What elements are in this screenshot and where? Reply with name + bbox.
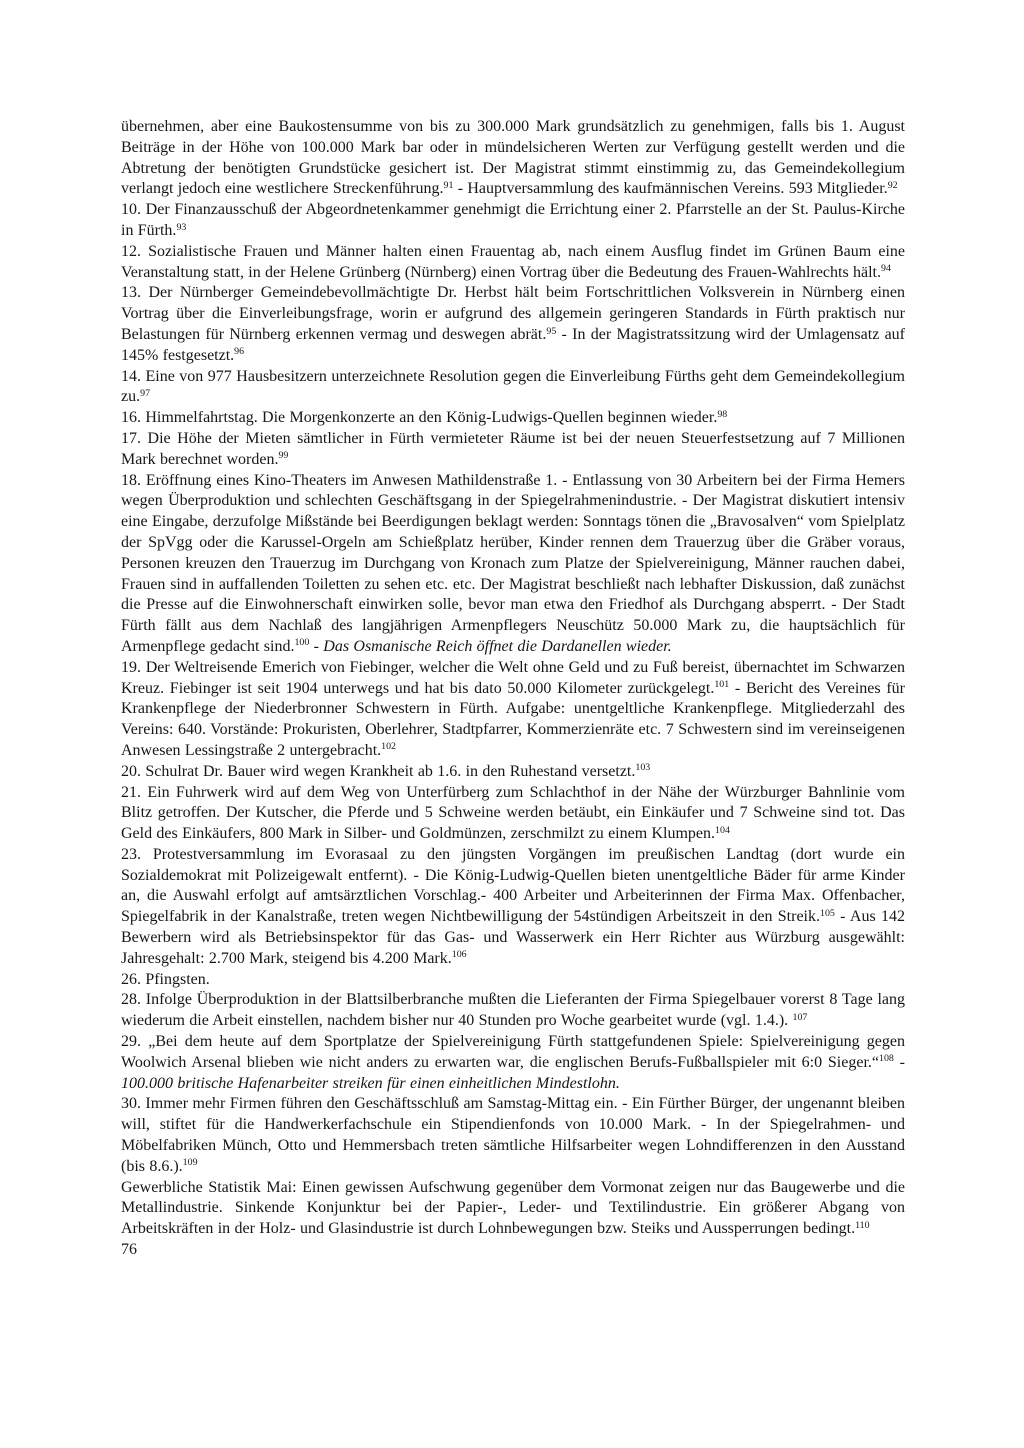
footnote-ref: 100 xyxy=(294,637,310,649)
text-segment: 30. Immer mehr Firmen führen den Geschäftsschluß am Samstag-Mittag ein. - Ein Fürther Bürger, der ungenannt bleiben will, stiftet für die Handwerkerfachschule ein Stipendienfonds von 10.000 Mark. - In der Spiegelrahmen- und Möbelfabriken Münch, Otto und Hemmersbach treten sämtliche Hilfsarbeiter wegen Lohndifferenzen in den Ausstand (bis 8.6.). xyxy=(121,1095,905,1175)
entry-30 xyxy=(121,1094,905,1177)
text-segment: - xyxy=(309,637,324,655)
text-segment: 21. Ein Fuhrwerk wird auf dem Weg von Unterfürberg zum Schlachthof in der Nähe der Würzburger Bahnlinie vom Blitz getroffen. Der Kutscher, die Pferde und 5 Schweine werden betäubt, ein Einkäufer und 7 Schweine sind tot. Das Geld des Einkäufers, 800 Mark in Silber- und Goldmünzen, zerschmilzt zu einem Klumpen. xyxy=(121,783,905,843)
footnote-ref: 108 xyxy=(879,1053,894,1065)
footnote-ref: 110 xyxy=(855,1219,870,1231)
footnote-ref: 99 xyxy=(278,450,289,462)
footnote-ref: 107 xyxy=(792,1011,808,1023)
footnote-ref: 93 xyxy=(176,221,187,233)
entry-20 xyxy=(121,762,905,783)
entry-14 xyxy=(121,367,905,409)
entry-continuation xyxy=(121,117,905,200)
text-segment: 14. Eine von 977 Hausbesitzern unterzeichnete Resolution gegen die Einverleibung Fürths geht dem Gemeindekollegium zu. xyxy=(121,367,905,406)
footnote-ref: 92 xyxy=(887,179,898,191)
text-segment: - xyxy=(893,1053,905,1071)
text-segment: - Hauptversammlung des kaufmännischen Vereins. 593 Mitglieder. xyxy=(453,180,888,198)
text-segment: 19. Der Weltreisende Emerich von Fiebinger, welcher die Welt ohne Geld und zu Fuß bereist, übernachtet im Schwarzen Kreuz. Fiebinger ist seit 1904 unterwegs und hat bis dato 50.000 Kilometer zurückgelegt. xyxy=(121,658,905,697)
text-segment: 18. Eröffnung eines Kino-Theaters im Anwesen Mathildenstraße 1. - Entlassung von 30 Arbeitern bei der Firma Hemers wegen Überproduktion und schlechten Geschäftsgang in der Spiegelrahmenindustrie. - Der Magistrat diskutiert intensiv eine Eingabe, derzufolge Mißstände bei Beerdigungen beklagt werden: Sonntags tönen die „Bravosalven“ vom Spielplatz der SpVgg oder die Karussel-Orgeln am Schießplatz herüber, Kinder rennen dem Trauerzug über die Gräber voraus, Personen kreuzen den Trauerzug im Durchgang von Kronach zum Platze der Spielvereinigung, Männer rauchen dabei, Frauen sind in auffallenden Toiletten zu sehen etc. etc. Der Magistrat beschließt nach lebhafter Diskussion, daß zunächst die Presse auf die Einwohnerschaft einwirken solle, bevor man etwa den Friedhof als Durchgang absperrt. - Der Stadt Fürth fällt aus dem Nachlaß des langjährigen Armenpflegers Neuschütz 50.000 Mark zu, die hauptsächlich für Armenpflege gedacht sind. xyxy=(121,471,905,655)
text-segment: - In der Magistratssitzung wird der Umlagensatz auf 145% festgesetzt. xyxy=(121,325,906,364)
entry-12 xyxy=(121,242,905,284)
entry-29 xyxy=(121,1032,905,1094)
entry-28 xyxy=(121,990,905,1032)
entry-10 xyxy=(121,200,905,242)
footnote-ref: 95 xyxy=(546,325,557,337)
entry-18 xyxy=(121,471,905,658)
footnote-ref: 104 xyxy=(715,824,730,836)
footnote-ref: 103 xyxy=(635,762,651,774)
entry-19 xyxy=(121,658,905,762)
text-segment: 13. Der Nürnberger Gemeindebevollmächtigte Dr. Herbst hält beim Fortschrittlichen Volksverein in Nürnberg einen Vortrag über die Einverleibungsfrage, worin er aufgrund des allgemein geringeren Standards in Fürth praktisch nur Belastungen für Nürnberg erkennen vermag und deswegen abrät. xyxy=(121,284,905,343)
page-number: 76 xyxy=(121,1241,137,1259)
text-segment: 29. „Bei dem heute auf dem Sportplatze der Spielvereinigung Fürth stattgefundenen Spiele: Spielvereinigung gegen Woolwich Arsenal blieben wie nicht anders zu erwarten war, die englischen Berufs-Fußballspieler mit 6:0 Sieger.“ xyxy=(121,1033,905,1071)
document-body xyxy=(121,117,905,1240)
footnote-ref: 98 xyxy=(717,408,728,420)
entry-16 xyxy=(121,408,905,429)
text-segment: 16. Himmelfahrtstag. Die Morgenkonzerte an den König-Ludwigs-Quellen beginnen wieder. xyxy=(121,409,718,427)
footnote-ref: 106 xyxy=(451,949,467,961)
footnote-ref: 109 xyxy=(182,1157,198,1169)
text-segment: 28. Infolge Überproduktion in der Blattsilberbranche mußten die Lieferanten der Firma Spiegelbauer vorerst 8 Tage lang wiederum die Arbeit einstellen, nachdem bisher nur 40 Stunden pro Woche gearbeitet wurde (vgl. 1.4.). xyxy=(121,991,905,1030)
italic-text: Das Osmanische Reich öffnet die Dardanellen wieder. xyxy=(323,637,672,655)
text-segment: - Bericht des Vereines für Krankenpflege der Niederbronner Schwestern in Fürth. Aufgabe: unentgeltliche Krankenpflege. Mitgliederzahl des Vereins: 640. Vorstände: Prokuristen, Oberlehrer, Stadtpfarrer, Kommerzienräte etc. 7 Schwestern sind im vereinseigenen Anwesen Lessingstraße 2 untergebracht. xyxy=(121,679,905,759)
text-segment: 20. Schulrat Dr. Bauer wird wegen Krankheit ab 1.6. in den Ruhestand versetzt. xyxy=(121,762,636,780)
entry-gewerbliche-statistik xyxy=(121,1178,905,1240)
footnote-ref: 101 xyxy=(714,679,730,691)
entry-26 xyxy=(121,970,905,991)
text-segment: 17. Die Höhe der Mieten sämtlicher in Fürth vermieteter Räume ist bei der neuen Steuerfestsetzung auf 7 Millionen Mark berechnet worden. xyxy=(121,429,905,468)
footnote-ref: 102 xyxy=(381,741,396,753)
footnote-ref: 97 xyxy=(140,387,151,399)
footnote-ref: 94 xyxy=(881,263,891,275)
text-segment: 26. Pfingsten. xyxy=(121,970,210,988)
entry-23 xyxy=(121,845,905,970)
text-segment: 10. Der Finanzausschuß der Abgeordnetenkammer genehmigt die Errichtung einer 2. Pfarrstelle an der St. Paulus-Kirche in Fürth. xyxy=(121,201,905,239)
entry-21 xyxy=(121,783,905,845)
footnote-ref: 91 xyxy=(443,179,454,191)
entry-17 xyxy=(121,429,905,471)
footnote-ref: 105 xyxy=(820,907,835,919)
text-segment: 12. Sozialistische Frauen und Männer halten einen Frauentag ab, nach einem Ausflug findet im Grünen Baum eine Veranstaltung statt, in der Helene Grünberg (Nürnberg) einen Vortrag über die Bedeutung des Frauen-Wahlrechts hält. xyxy=(121,242,905,281)
italic-text: 100.000 britische Hafenarbeiter streiken für einen einheitlichen Mindestlohn. xyxy=(121,1074,620,1092)
footnote-ref: 96 xyxy=(234,346,245,358)
text-segment: Gewerbliche Statistik Mai: Einen gewissen Aufschwung gegenüber dem Vormonat zeigen nur das Baugewerbe und die Metallindustrie. Sinkende Konjunktur bei der Papier-, Leder- und Textilindustrie. Ein größerer Abgang von Arbeitskräften in der Holz- und Glasindustrie ist durch Lohnbewegungen bzw. Steiks und Aussperrungen bedingt. xyxy=(121,1178,905,1238)
text-segment: 23. Protestversammlung im Evorasaal zu den jüngsten Vorgängen im preußischen Landtag (dort wurde ein Sozialdemokrat mit Polizeigewalt entfernt). - Die König-Ludwig-Quellen bieten unentgeltliche Bäder für arme Kinder an, die Auswahl erfolgt auf amtsärztlichen Vorschlag.- 400 Arbeiter und Arbeiterinnen der Firma Max. Offenbacher, Spiegelfabrik in der Kanalstraße, treten wegen Nichtbewilligung der 54stündigen Arbeitszeit in den Streik. xyxy=(121,845,905,926)
text-segment: - Aus 142 Bewerbern wird als Betriebsinspektor für das Gas- und Wasserwerk ein Herr Richter aus Würzburg ausgewählt: Jahresgehalt: 2.700 Mark, steigend bis 4.200 Mark. xyxy=(121,908,905,967)
entry-13 xyxy=(121,283,905,366)
text-segment: übernehmen, aber eine Baukostensumme von bis zu 300.000 Mark grundsätzlich zu genehmigen, falls bis 1. August Beiträge in der Höhe von 100.000 Mark bar oder in mündelsicheren Werten zur Verfügung gestellt werden und die Abtretung der benötigten Grundstücke gesichert ist. Der Magistrat stimmt einstimmig zu, das Gemeindekollegium verlangt jedoch eine westlichere Streckenführung. xyxy=(121,118,905,198)
